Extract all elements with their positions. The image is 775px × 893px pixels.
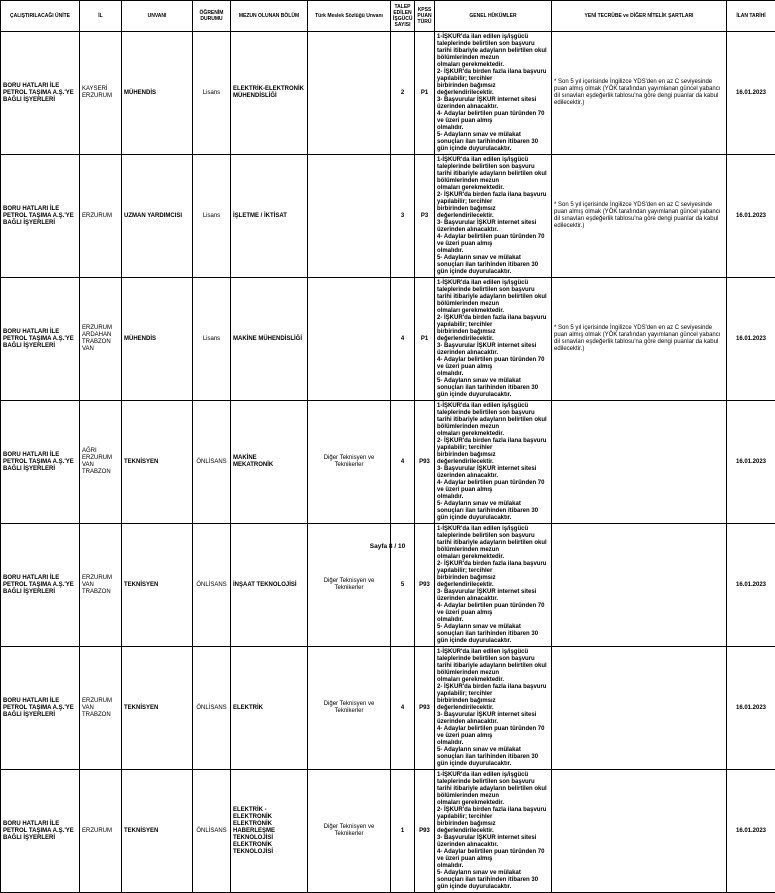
general-provision-line: 1-İŞKUR'da ilan edilen iş/işgücü taleplerinde belirtilen son başvuru [437, 526, 549, 540]
header-unvan: UNVANI [122, 1, 193, 32]
cell-sayi: 1 [391, 770, 415, 893]
header-meslek: Türk Meslek Sözlüğü Unvanı [308, 1, 391, 32]
cell-sayi: 4 [391, 278, 415, 401]
table-row [1, 401, 775, 524]
cell-kpss: P1 [415, 32, 435, 155]
cell-il: AĞRI ERZURUM VAN TRABZON [80, 401, 122, 524]
general-provision-line: birbirinden bağımsız değerlendirilecektir. [437, 329, 549, 343]
cell-sayi: 4 [391, 401, 415, 524]
general-provision-line: 2- İŞKUR'da birden fazla ilana başvuru yapılabilir; tercihler [437, 684, 549, 698]
general-provision-line: 3- Başvurular İŞKUR internet sitesi üzerinden alınacaktır. [437, 97, 549, 111]
cell-il: ERZURUM VAN TRABZON [80, 647, 122, 770]
cell-tarih: 16.01.2023 [727, 647, 775, 770]
general-provision-line: 1-İŞKUR'da ilan edilen iş/işgücü taleplerinde belirtilen son başvuru [437, 649, 549, 663]
general-provision-line: tarihi itibariyle adayların belirtilen okul bölümlerinden mezun [437, 663, 549, 677]
cell-kpss: P1 [415, 278, 435, 401]
cell-bolum: ELEKTRİK-ELEKTRONİK MÜHENDİSLİĞİ [231, 32, 308, 155]
general-provision-line: olmalıdır. [437, 863, 549, 870]
general-provision-line: olmalıdır. [437, 248, 549, 255]
header-kpss: KPSS PUAN TÜRÜ [415, 1, 435, 32]
cell-kurum: BORU HATLARI İLE PETROL TAŞIMA A.Ş.'YE BAĞLI İŞYERLERİ [1, 32, 80, 155]
general-provision-line: 3- Başvurular İŞKUR internet sitesi üzerinden alınacaktır. [437, 343, 549, 357]
general-provision-line: birbirinden bağımsız değerlendirilecektir. [437, 206, 549, 220]
cell-genel [435, 401, 552, 524]
general-provision-line: 1-İŞKUR'da ilan edilen iş/işgücü taleplerinde belirtilen son başvuru [437, 772, 549, 786]
header-il: İL [80, 1, 122, 32]
cell-kpss: P93 [415, 647, 435, 770]
cell-unvan: MÜHENDİS [122, 278, 193, 401]
general-provision-line: 2- İŞKUR'da birden fazla ilana başvuru yapılabilir; tercihler [437, 192, 549, 206]
cell-meslek [308, 155, 391, 278]
cell-sartlar: * Son 5 yıl içerisinde İngilizce YDS'den en az C seviyesinde puan almış olmak (YÖK tarafından yayımlanan güncel yabancı dil sınavları eşdeğerlik tablosu'na göre dengi puanlar da kabul edilecektir.) [552, 155, 727, 278]
general-provision-line: 2- İŞKUR'da birden fazla ilana başvuru yapılabilir; tercihler [437, 561, 549, 575]
general-provision-line: gün içinde duyurulacaktır. [437, 515, 549, 522]
cell-sartlar [552, 401, 727, 524]
general-provision-line: 2- İŞKUR'da birden fazla ilana başvuru yapılabilir; tercihler [437, 807, 549, 821]
general-provision-line: olmaları gerekmektedir. [437, 62, 549, 69]
cell-sayi: 3 [391, 155, 415, 278]
general-provision-line: birbirinden bağımsız değerlendirilecektir. [437, 821, 549, 835]
general-provision-line: olmaları gerekmektedir. [437, 308, 549, 315]
general-provision-line: 1-İŞKUR'da ilan edilen iş/işgücü taleplerinde belirtilen son başvuru [437, 403, 549, 417]
cell-ogrenim: Lisans [193, 155, 231, 278]
header-ogrenim: ÖĞRENİM DURUMU [193, 1, 231, 32]
cell-il: ERZURUM ARDAHAN TRABZON VAN [80, 278, 122, 401]
cell-ogrenim: ÖNLİSANS [193, 401, 231, 524]
header-genel: GENEL HÜKÜMLER [435, 1, 552, 32]
general-provision-line: olmaları gerekmektedir. [437, 677, 549, 684]
cell-kurum: BORU HATLARI İLE PETROL TAŞIMA A.Ş.'YE BAĞLI İŞYERLERİ [1, 401, 80, 524]
general-provision-line: olmalıdır. [437, 125, 549, 132]
header-sartlar: YENİ TECRÜBE ve DİĞER NİTELİK ŞARTLARI [552, 1, 727, 32]
cell-sartlar [552, 770, 727, 893]
general-provision-line: 4- Adaylar belirtilen puan türünden 70 ve üzeri puan almış [437, 357, 549, 371]
table-row [1, 770, 775, 893]
general-provision-line: tarihi itibariyle adayların belirtilen okul bölümlerinden mezun [437, 417, 549, 431]
general-provision-line: olmaları gerekmektedir. [437, 554, 549, 561]
general-provision-line: birbirinden bağımsız değerlendirilecektir. [437, 452, 549, 466]
cell-genel [435, 524, 552, 647]
cell-tarih: 16.01.2023 [727, 155, 775, 278]
general-provision-line: 2- İŞKUR'da birden fazla ilana başvuru yapılabilir; tercihler [437, 315, 549, 329]
general-provision-line: 4- Adaylar belirtilen puan türünden 70 ve üzeri puan almış [437, 111, 549, 125]
general-provision-line: tarihi itibariyle adayların belirtilen okul bölümlerinden mezun [437, 171, 549, 185]
general-provision-line: 5- Adayların sınav ve mülakat sonuçları ilan tarihinden itibaren 30 [437, 624, 549, 638]
general-provision-line: 3- Başvurular İŞKUR internet sitesi üzerinden alınacaktır. [437, 712, 549, 726]
general-provision-line: 4- Adaylar belirtilen puan türünden 70 ve üzeri puan almış [437, 234, 549, 248]
general-provision-line: gün içinde duyurulacaktır. [437, 638, 549, 645]
general-provision-line: 5- Adayların sınav ve mülakat sonuçları ilan tarihinden itibaren 30 [437, 747, 549, 761]
cell-bolum: MAKİNE MEKATRONİK [231, 401, 308, 524]
cell-kurum: BORU HATLARI İLE PETROL TAŞIMA A.Ş.'YE BAĞLI İŞYERLERİ [1, 770, 80, 893]
general-provision-line: gün içinde duyurulacaktır. [437, 392, 549, 399]
general-provision-line: 3- Başvurular İŞKUR internet sitesi üzerinden alınacaktır. [437, 835, 549, 849]
cell-kpss: P93 [415, 524, 435, 647]
general-provision-line: 5- Adayların sınav ve mülakat sonuçları ilan tarihinden itibaren 30 [437, 870, 549, 884]
general-provision-line: birbirinden bağımsız değerlendirilecektir. [437, 698, 549, 712]
header-bolum: MEZUN OLUNAN BÖLÜM [231, 1, 308, 32]
cell-kpss: P3 [415, 155, 435, 278]
general-provision-line: birbirinden bağımsız değerlendirilecektir. [437, 83, 549, 97]
header-sayi: TALEP EDİLEN İŞGÜCÜ SAYISI [391, 1, 415, 32]
general-provision-line: 1-İŞKUR'da ilan edilen iş/işgücü taleplerinde belirtilen son başvuru [437, 280, 549, 294]
general-provision-line: 2- İŞKUR'da birden fazla ilana başvuru yapılabilir; tercihler [437, 69, 549, 83]
cell-sayi: 4 [391, 647, 415, 770]
cell-ogrenim: Lisans [193, 278, 231, 401]
general-provision-line: 3- Başvurular İŞKUR internet sitesi üzerinden alınacaktır. [437, 220, 549, 234]
cell-sayi: 5 [391, 524, 415, 647]
cell-sartlar [552, 524, 727, 647]
table-row [1, 155, 775, 278]
cell-meslek [308, 32, 391, 155]
cell-meslek: Diğer Teknisyen ve Teknikerler [308, 770, 391, 893]
cell-genel [435, 155, 552, 278]
cell-sartlar: * Son 5 yıl içerisinde İngilizce YDS'den en az C seviyesinde puan almış olmak (YÖK tarafından yayımlanan güncel yabancı dil sınavları eşdeğerlik tablosu'na göre dengi puanlar da kabul edilecektir.) [552, 278, 727, 401]
header-tarih: İLAN TARİHİ [727, 1, 775, 32]
general-provision-line: 5- Adayların sınav ve mülakat sonuçları ilan tarihinden itibaren 30 [437, 132, 549, 146]
cell-tarih: 16.01.2023 [727, 278, 775, 401]
general-provision-line: birbirinden bağımsız değerlendirilecektir. [437, 575, 549, 589]
general-provision-line: gün içinde duyurulacaktır. [437, 884, 549, 891]
cell-tarih: 16.01.2023 [727, 401, 775, 524]
cell-unvan: TEKNİSYEN [122, 770, 193, 893]
cell-unvan: UZMAN YARDIMCISI [122, 155, 193, 278]
general-provision-line: 1-İŞKUR'da ilan edilen iş/işgücü taleplerinde belirtilen son başvuru [437, 34, 549, 48]
cell-il: ERZURUM [80, 770, 122, 893]
cell-ogrenim: Lisans [193, 32, 231, 155]
general-provision-line: gün içinde duyurulacaktır. [437, 146, 549, 153]
cell-tarih: 16.01.2023 [727, 524, 775, 647]
cell-genel [435, 647, 552, 770]
table-row [1, 647, 775, 770]
cell-kurum: BORU HATLARI İLE PETROL TAŞIMA A.Ş.'YE BAĞLI İŞYERLERİ [1, 278, 80, 401]
cell-tarih: 16.01.2023 [727, 32, 775, 155]
cell-sartlar: * Son 5 yıl içerisinde İngilizce YDS'den en az C seviyesinde puan almış olmak (YÖK tarafından yayımlanan güncel yabancı dil sınavları eşdeğerlik tablosu'na göre dengi puanlar da kabul edilecektir.) [552, 32, 727, 155]
cell-ogrenim: ÖNLİSANS [193, 647, 231, 770]
general-provision-line: olmalıdır. [437, 740, 549, 747]
cell-meslek [308, 278, 391, 401]
cell-genel [435, 32, 552, 155]
general-provision-line: olmalıdır. [437, 617, 549, 624]
general-provision-line: 2- İŞKUR'da birden fazla ilana başvuru yapılabilir; tercihler [437, 438, 549, 452]
cell-meslek: Diğer Teknisyen ve Teknikerler [308, 524, 391, 647]
general-provision-line: 3- Başvurular İŞKUR internet sitesi üzerinden alınacaktır. [437, 466, 549, 480]
general-provision-line: gün içinde duyurulacaktır. [437, 761, 549, 768]
general-provision-line: 5- Adayların sınav ve mülakat sonuçları ilan tarihinden itibaren 30 [437, 501, 549, 515]
general-provision-line: olmalıdır. [437, 371, 549, 378]
general-provision-line: olmaları gerekmektedir. [437, 800, 549, 807]
cell-il: ERZURUM VAN TRABZON [80, 524, 122, 647]
cell-ogrenim: ÖNLİSANS [193, 770, 231, 893]
general-provision-line: olmalıdır. [437, 494, 549, 501]
cell-ogrenim: ÖNLİSANS [193, 524, 231, 647]
general-provision-line: tarihi itibariyle adayların belirtilen okul bölümlerinden mezun [437, 294, 549, 308]
cell-kurum: BORU HATLARI İLE PETROL TAŞIMA A.Ş.'YE BAĞLI İŞYERLERİ [1, 647, 80, 770]
general-provision-line: olmaları gerekmektedir. [437, 431, 549, 438]
table-row [1, 278, 775, 401]
cell-meslek: Diğer Teknisyen ve Teknikerler [308, 647, 391, 770]
cell-sartlar [552, 647, 727, 770]
cell-il: KAYSERİ ERZURUM [80, 32, 122, 155]
general-provision-line: 1-İŞKUR'da ilan edilen iş/işgücü taleplerinde belirtilen son başvuru [437, 157, 549, 171]
cell-bolum: İNŞAAT TEKNOLOJİSİ [231, 524, 308, 647]
cell-unvan: TEKNİSYEN [122, 524, 193, 647]
cell-unvan: TEKNİSYEN [122, 401, 193, 524]
cell-unvan: MÜHENDİS [122, 32, 193, 155]
table-row [1, 524, 775, 647]
cell-bolum: ELEKTRİK - ELEKTRONİK ELEKTRONİK HABERLEŞME TEKNOLOJİSİ ELEKTRONİK TEKNOLOJİSİ [231, 770, 308, 893]
general-provision-line: tarihi itibariyle adayların belirtilen okul bölümlerinden mezun [437, 540, 549, 554]
cell-sayi: 2 [391, 32, 415, 155]
general-provision-line: 3- Başvurular İŞKUR internet sitesi üzerinden alınacaktır. [437, 589, 549, 603]
general-provision-line: 4- Adaylar belirtilen puan türünden 70 ve üzeri puan almış [437, 603, 549, 617]
general-provision-line: tarihi itibariyle adayların belirtilen okul bölümlerinden mezun [437, 48, 549, 62]
cell-kurum: BORU HATLARI İLE PETROL TAŞIMA A.Ş.'YE BAĞLI İŞYERLERİ [1, 155, 80, 278]
cell-genel [435, 278, 552, 401]
general-provision-line: 4- Adaylar belirtilen puan türünden 70 ve üzeri puan almış [437, 480, 549, 494]
header-kurum: ÇALIŞTIRILACAĞI ÜNİTE [1, 1, 80, 32]
cell-kpss: P93 [415, 401, 435, 524]
page-number: Sayfa 8 / 10 [0, 543, 775, 550]
general-provision-line: 5- Adayların sınav ve mülakat sonuçları ilan tarihinden itibaren 30 [437, 255, 549, 269]
cell-bolum: İŞLETME / İKTİSAT [231, 155, 308, 278]
general-provision-line: 4- Adaylar belirtilen puan türünden 70 ve üzeri puan almış [437, 726, 549, 740]
general-provision-line: olmaları gerekmektedir. [437, 185, 549, 192]
cell-kpss: P93 [415, 770, 435, 893]
cell-genel [435, 770, 552, 893]
cell-meslek: Diğer Teknisyen ve Teknikerler [308, 401, 391, 524]
cell-kurum: BORU HATLARI İLE PETROL TAŞIMA A.Ş.'YE BAĞLI İŞYERLERİ [1, 524, 80, 647]
header-row [1, 1, 775, 32]
general-provision-line: 5- Adayların sınav ve mülakat sonuçları ilan tarihinden itibaren 30 [437, 378, 549, 392]
general-provision-line: gün içinde duyurulacaktır. [437, 269, 549, 276]
general-provision-line: 4- Adaylar belirtilen puan türünden 70 ve üzeri puan almış [437, 849, 549, 863]
cell-tarih: 16.01.2023 [727, 770, 775, 893]
table-row [1, 32, 775, 155]
general-provision-line: tarihi itibariyle adayların belirtilen okul bölümlerinden mezun [437, 786, 549, 800]
table-body [1, 32, 775, 893]
cell-bolum: MAKİNE MÜHENDİSLİĞİ [231, 278, 308, 401]
cell-unvan: TEKNİSYEN [122, 647, 193, 770]
cell-bolum: ELEKTRİK [231, 647, 308, 770]
cell-il: ERZURUM [80, 155, 122, 278]
